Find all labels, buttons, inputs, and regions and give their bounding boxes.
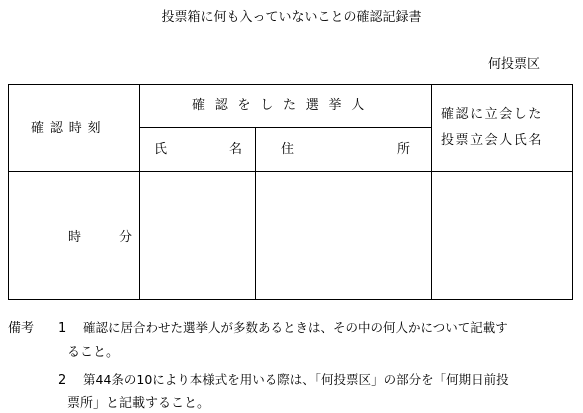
row-divider-body (9, 171, 572, 172)
col-divider-time (139, 85, 140, 299)
subheader-address-part2: 所 (397, 142, 411, 157)
remark-1-line-2: ること。 (67, 345, 120, 360)
header-confirming-elector: 確認をした選挙人 (192, 98, 375, 113)
subheader-name-part2: 名 (229, 142, 243, 157)
time-hour-label: 時 (68, 230, 82, 245)
record-table (8, 84, 573, 300)
header-confirm-time: 確認時刻 (31, 121, 107, 136)
remark-2-number: 2 (58, 373, 67, 388)
document-title: 投票箱に何も入っていないことの確認記録書 (161, 10, 422, 25)
col-divider-name-address (255, 127, 256, 299)
col-divider-witness (431, 85, 432, 299)
remark-2-line-2: 票所」と記載すること。 (67, 396, 211, 411)
header-witness-line1: 確認に立会した (441, 107, 543, 122)
row-divider-subheader (139, 127, 431, 128)
time-minute-label: 分 (119, 230, 133, 245)
ward-label: 何投票区 (488, 57, 541, 72)
remark-2-line-1: 第44条の10により本様式を用いる際は、「何投票区」の部分を「何期日前投 (83, 372, 509, 387)
subheader-address-part1: 住 (281, 142, 295, 157)
header-witness-line2: 投票立会人氏名 (441, 133, 543, 148)
subheader-name-part1: 氏 (154, 142, 168, 157)
remarks-label: 備考 (8, 321, 35, 336)
remark-1-line-1: 確認に居合わせた選挙人が多数あるときは、その中の何人かについて記載す (83, 320, 508, 335)
remark-1-number: 1 (58, 321, 67, 336)
